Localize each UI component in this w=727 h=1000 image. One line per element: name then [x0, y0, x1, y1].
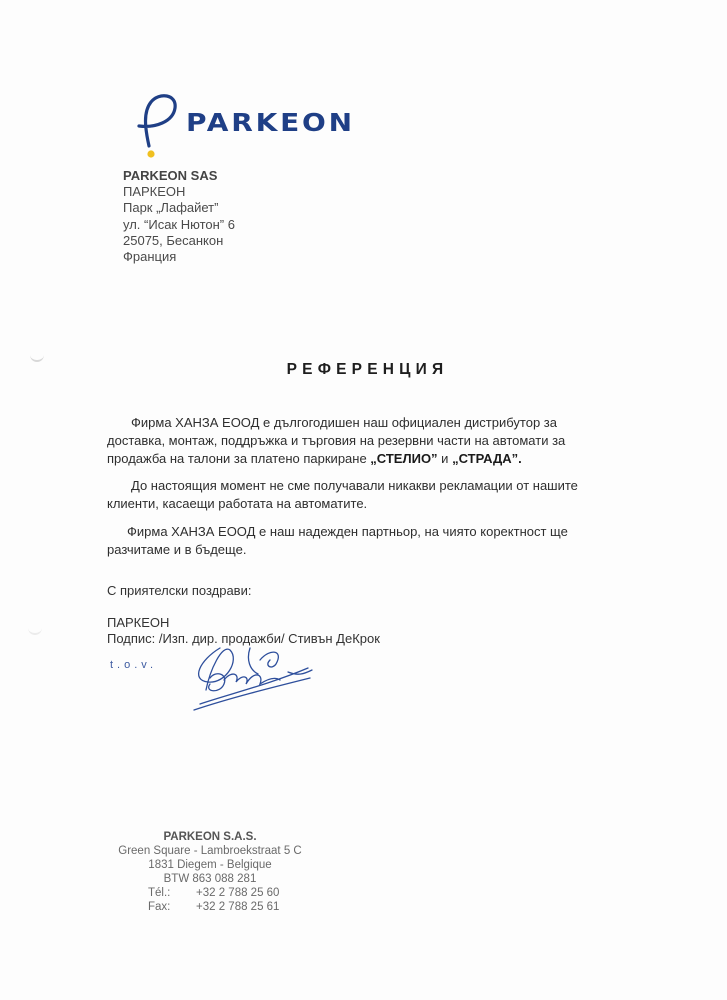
- footer-address: Green Square - Lambroekstraat 5 C: [118, 845, 302, 857]
- footer-fax: [110, 900, 310, 914]
- paragraph-line: доставка, монтаж, поддръжка и търговия на резервни части на автомати за: [107, 433, 566, 448]
- paragraph-line: клиенти, касаещи работата на автоматите.: [107, 496, 368, 511]
- sender-line: Франция: [123, 249, 177, 265]
- footer-phone: [110, 886, 310, 900]
- sender-line: ул. “Исак Нютон” 6: [123, 216, 235, 232]
- product-name-strada: „СТРАДА”.: [452, 451, 522, 466]
- paragraph-text: продажба на талони за платено паркиране: [107, 451, 371, 466]
- brand-wordmark: PARKEON: [186, 108, 355, 137]
- paragraph-text: и: [437, 451, 453, 466]
- signature-line: Подпис: /Изп. дир. продажби/ Стивън ДеКрок: [107, 631, 380, 646]
- paragraph-2: [107, 477, 578, 513]
- footer-city: 1831 Diegem - Belgique: [148, 859, 272, 871]
- paragraph-1: [107, 414, 565, 468]
- fax-number: +32 2 788 25 61: [196, 901, 280, 913]
- phone-number: +32 2 788 25 60: [196, 887, 280, 899]
- document-title: РЕФЕРЕНЦИЯ: [286, 361, 449, 378]
- paragraph-line: [107, 450, 565, 468]
- paragraph-line: разчитаме и в бъдеще.: [107, 542, 247, 557]
- punch-hole-mark: [28, 625, 42, 635]
- company-footer: [110, 830, 310, 914]
- paragraph-line: До настоящия момент не сме получавали никакви рекламации от нашите: [131, 478, 578, 493]
- sender-line: 25075, Бесанкон: [123, 232, 224, 248]
- phone-label: Tél.:: [148, 887, 171, 899]
- product-name-stelio: „СТЕЛИО”: [370, 451, 438, 466]
- closing-greeting: С приятелски поздрави:: [107, 583, 252, 598]
- fax-label: Fax:: [148, 901, 171, 913]
- handwritten-signature-icon: [180, 640, 320, 715]
- sender-line: Парк „Лафайет”: [123, 200, 219, 216]
- handwritten-note: t.o.v.: [110, 659, 158, 671]
- footer-vat: BTW 863 088 281: [163, 873, 257, 885]
- sender-company: PARKEON SAS: [123, 168, 218, 183]
- paragraph-line: Фирма ХАНЗА ЕООД е наш надежден партньор, на чиято коректност ще: [127, 524, 568, 539]
- footer-company: PARKEON S.A.S.: [163, 831, 257, 843]
- parkeon-logo-icon: [135, 88, 185, 163]
- paragraph-3: [107, 523, 568, 559]
- signature-company: ПАРКЕОН: [107, 615, 170, 630]
- sender-address: [123, 168, 235, 265]
- sender-line: ПАРКЕОН: [123, 184, 186, 200]
- paragraph-line: Фирма ХАНЗА ЕООД е дългогодишен наш официален дистрибутор за: [131, 415, 557, 430]
